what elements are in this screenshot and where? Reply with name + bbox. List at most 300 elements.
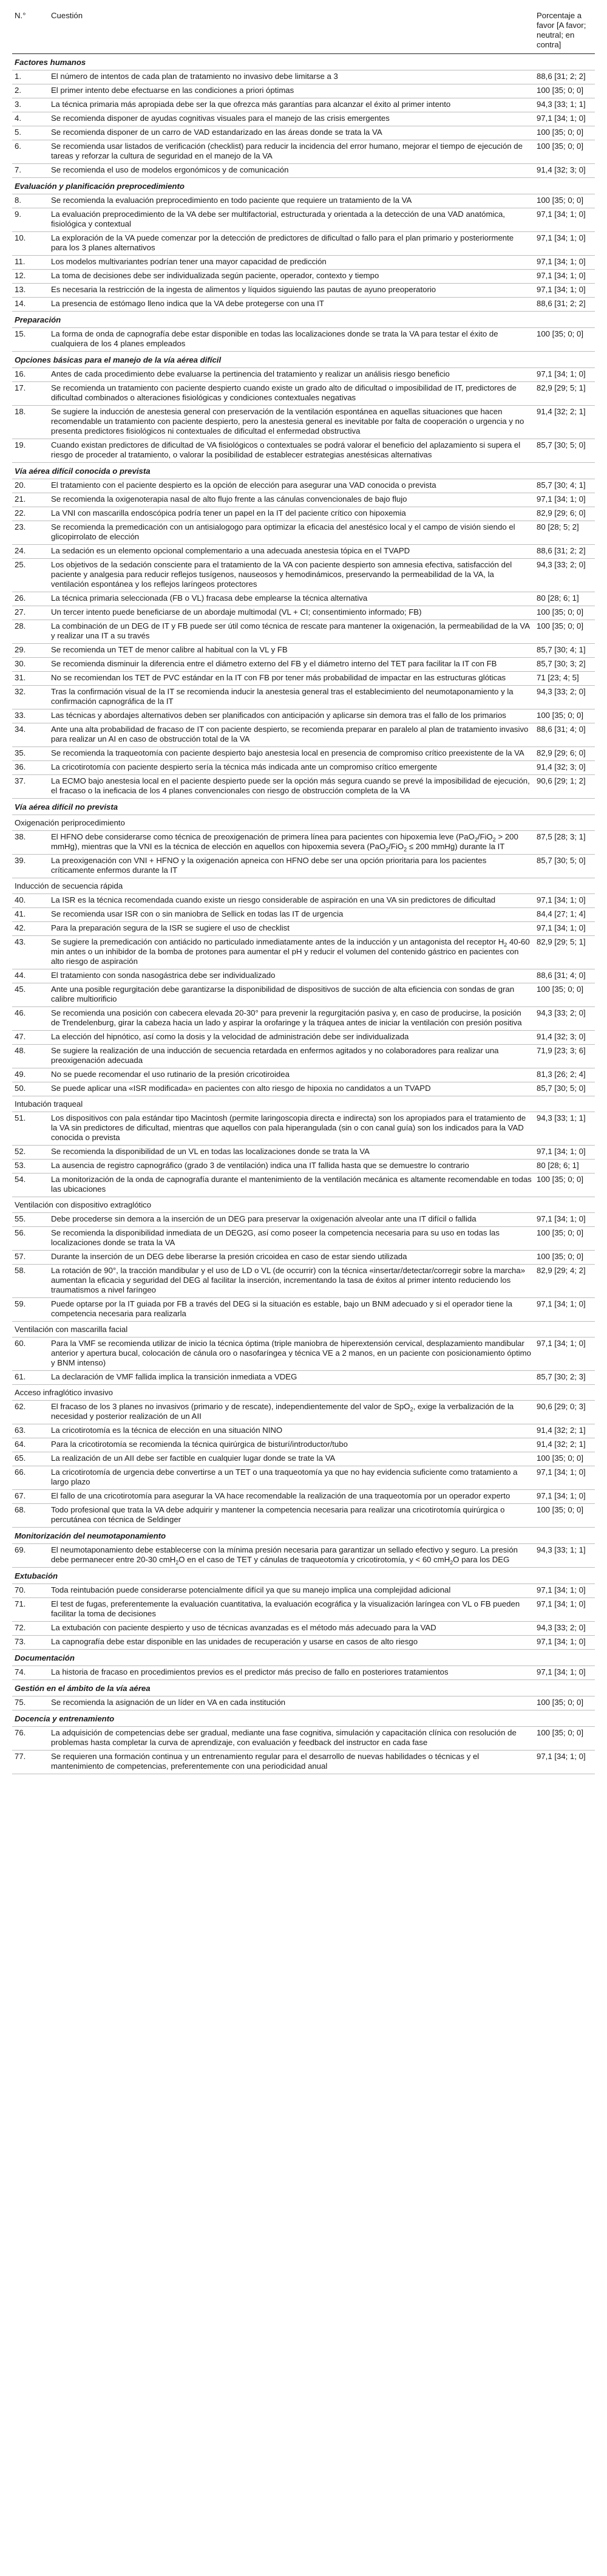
section-heading-row (12, 1680, 595, 1696)
item-percent: 85,7 [30; 5; 0] (534, 439, 595, 463)
item-number: 45. (12, 983, 49, 1007)
item-question: Se puede aplicar una «ISR modificada» en pacientes con alto riesgo de hipoxia no candidatos a un TVAPD (49, 1082, 534, 1096)
subsection-heading-row (12, 1096, 595, 1112)
item-number: 18. (12, 406, 49, 439)
item-number: 70. (12, 1584, 49, 1598)
item-question: El primer intento debe efectuarse en las condiciones a priori óptimas (49, 84, 534, 98)
table-row (12, 284, 595, 298)
table-row (12, 1504, 595, 1528)
subsection-heading: Ventilación con mascarilla facial (12, 1322, 595, 1338)
item-number: 23. (12, 521, 49, 545)
item-number: 68. (12, 1504, 49, 1528)
item-number: 46. (12, 1007, 49, 1031)
table-row (12, 545, 595, 559)
item-percent: 100 [35; 0; 0] (534, 1227, 595, 1251)
item-question: Se sugiere la premedicación con antiácido no particulado inmediatamente antes de la inducción y un antagonista del receptor $H_2$ 40-60 min antes o un inhibidor de la bomba de protones para aumentar el pH y reducir el volumen del contenido gástrico en pacientes con alto riesgo de aspiración (49, 936, 534, 969)
item-question: Se recomienda la asignación de un líder en VA en cada institución (49, 1696, 534, 1710)
item-number: 10. (12, 232, 49, 256)
table-row (12, 559, 595, 592)
item-question: La forma de onda de capnografía debe estar disponible en todas las localizaciones donde se trata la VA para testar el éxito de cualquiera de los 4 planes empleados (49, 328, 534, 352)
table-row (12, 140, 595, 164)
item-percent: 94,3 [33; 2; 0] (534, 559, 595, 592)
table-row (12, 658, 595, 672)
item-percent: 100 [35; 0; 0] (534, 709, 595, 723)
table-row (12, 1213, 595, 1227)
table-row (12, 194, 595, 208)
item-percent: 80 [28; 5; 2] (534, 521, 595, 545)
item-question: Los dispositivos con pala estándar tipo Macintosh (permite laringoscopia directa e indirecta) son los apropiados para el tratamiento de la VA sin predictores de dificultad, mientras que aquellos con pala hiperangulada (sin o con canal guía) son los indicados para la VAD conocida o prevista (49, 1112, 534, 1146)
item-question: Todo profesional que trata la VA debe adquirir y mantener la competencia necesaria para realizar una cricotirotomía quirúrgica o percutánea con técnica de Seldinger (49, 1504, 534, 1528)
item-question: Se sugiere la realización de una inducción de secuencia retardada en enfermos agitados y no colaboradores para realizar una preoxigenación adecuada (49, 1045, 534, 1068)
table-row (12, 894, 595, 908)
item-question: Ante una alta probabilidad de fracaso de IT con paciente despierto, se recomienda preparar en paralelo al plan de tratamiento invasivo para realizar un AI en caso de obstrucción total de la VA (49, 723, 534, 747)
item-question: Se recomienda un TET de menor calibre al habitual con la VL y FB (49, 644, 534, 658)
item-number: 41. (12, 908, 49, 922)
item-number: 5. (12, 126, 49, 140)
item-percent: 97,1 [34; 1; 0] (534, 1584, 595, 1598)
item-number: 77. (12, 1751, 49, 1774)
item-number: 57. (12, 1251, 49, 1265)
item-percent: 97,1 [34; 1; 0] (534, 922, 595, 936)
item-question: Cuando existan predictores de dificultad de VA fisiológicos o contextuales se podrá valorar el beneficio del aplazamiento si supera el riesgo de proceder al tratamiento, o valorar la posibilidad de establecer estrategias anestésicas alternativas (49, 439, 534, 463)
table-row (12, 747, 595, 761)
header-percent: Porcentaje a favor [A favor; neutral; en contra] (534, 9, 595, 54)
section-heading-row (12, 799, 595, 815)
item-percent: 94,3 [33; 2; 0] (534, 1622, 595, 1636)
item-number: 15. (12, 328, 49, 352)
item-number: 74. (12, 1666, 49, 1680)
table-row (12, 620, 595, 644)
item-number: 44. (12, 969, 49, 983)
item-percent: 97,1 [34; 1; 0] (534, 1146, 595, 1160)
table-row (12, 831, 595, 855)
item-number: 7. (12, 164, 49, 178)
subsection-heading-row (12, 815, 595, 831)
table-row (12, 208, 595, 232)
item-number: 22. (12, 507, 49, 521)
item-number: 63. (12, 1424, 49, 1438)
table-row (12, 1466, 595, 1490)
subsection-heading: Oxigenación periprocedimiento (12, 815, 595, 831)
item-question: La presencia de estómago lleno indica que la VA debe protegerse con una IT (49, 298, 534, 312)
item-percent: 100 [35; 0; 0] (534, 1452, 595, 1466)
item-percent: 100 [35; 0; 0] (534, 1504, 595, 1528)
item-number: 52. (12, 1146, 49, 1160)
item-question: La combinación de un DEG de IT y FB puede ser útil como técnica de rescate para mantener la oxigenación, la permeabilidad de la VA y realizar una IT a su través (49, 620, 534, 644)
table-row (12, 922, 595, 936)
item-number: 21. (12, 493, 49, 507)
item-percent: 100 [35; 0; 0] (534, 1727, 595, 1751)
section-heading-row (12, 463, 595, 479)
table-row (12, 983, 595, 1007)
item-question: El HFNO debe considerarse como técnica de preoxigenación de primera línea para pacientes con hipoxemia leve (PaO$_2$/FiO$_2$ > 200 mmHg), mientras que la VNI es la técnica de elección en aquellos con hipoxemia severa (PaO$_2$/FiO$_2$ ≤ 200 mmHg) durante la IT (49, 831, 534, 855)
item-number: 12. (12, 270, 49, 284)
item-number: 4. (12, 112, 49, 126)
table-row (12, 672, 595, 686)
item-number: 65. (12, 1452, 49, 1466)
table-row (12, 368, 595, 382)
item-percent: 100 [35; 0; 0] (534, 328, 595, 352)
table-row (12, 761, 595, 775)
table-row (12, 1666, 595, 1680)
item-percent: 97,1 [34; 1; 0] (534, 1466, 595, 1490)
table-row (12, 439, 595, 463)
item-percent: 100 [35; 0; 0] (534, 194, 595, 208)
header-number: N.° (12, 9, 49, 54)
item-question: Para la VMF se recomienda utilizar de inicio la técnica óptima (triple maniobra de hiperextensión cervical, desplazamiento mandibular anterior y apertura bucal, colocación de cánula oro o nasofaríngea y técnica VE a 2 manos, en un paciente con posicionamiento óptimo y BNM intenso) (49, 1338, 534, 1371)
item-percent: 91,4 [32; 3; 0] (534, 761, 595, 775)
item-question: Un tercer intento puede beneficiarse de un abordaje multimodal (VL + CI; consentimiento informado; FB) (49, 606, 534, 620)
item-percent: 97,1 [34; 1; 0] (534, 112, 595, 126)
item-question: Se requieren una formación continua y un entrenamiento regular para el desarrollo de nuevas habilidades o técnicas y el mantenimiento de competencias, preferentemente con una periodicidad anual (49, 1751, 534, 1774)
section-heading-row (12, 312, 595, 328)
item-number: 24. (12, 545, 49, 559)
item-question: Se recomienda la disponibilidad inmediata de un DEG2G, así como poseer la competencia necesaria para su uso en todas las localizaciones donde se trata la VA (49, 1227, 534, 1251)
item-number: 61. (12, 1371, 49, 1385)
subsection-heading: Intubación traqueal (12, 1096, 595, 1112)
item-number: 49. (12, 1068, 49, 1082)
item-number: 51. (12, 1112, 49, 1146)
table-row (12, 686, 595, 709)
section-heading-row (12, 178, 595, 194)
item-number: 9. (12, 208, 49, 232)
item-percent: 85,7 [30; 5; 0] (534, 1082, 595, 1096)
subsection-heading-row (12, 1197, 595, 1213)
table-row (12, 98, 595, 112)
table-row (12, 1265, 595, 1298)
item-percent: 82,9 [29; 5; 1] (534, 936, 595, 969)
item-number: 56. (12, 1227, 49, 1251)
section-heading: Gestión en el ámbito de la vía aérea (12, 1680, 595, 1696)
item-number: 39. (12, 855, 49, 878)
table-row (12, 606, 595, 620)
table-row (12, 775, 595, 799)
item-number: 72. (12, 1622, 49, 1636)
table-row (12, 1438, 595, 1452)
section-heading: Factores humanos (12, 54, 595, 70)
item-question: El fracaso de los 3 planes no invasivos (primario y de rescate), independientemente del valor de SpO$_2$, exige la verbalización de la necesidad y posterior realización de un AII (49, 1401, 534, 1424)
item-question: El fallo de una cricotirotomía para asegurar la VA hace recomendable la realización de una traqueotomía por un operador experto (49, 1490, 534, 1504)
item-question: Se recomienda una posición con cabecera elevada 20-30° para prevenir la regurgitación pasiva y, en caso de producirse, la posición de Trendelenburg, girar la cabeza hacia un lado y aspirar la orofaringe y la tráquea antes de iniciar la ventilación con presión positiva (49, 1007, 534, 1031)
consensus-table-page (0, 9, 607, 2576)
subsection-heading-row (12, 878, 595, 894)
item-percent: 85,7 [30; 3; 2] (534, 658, 595, 672)
table-row (12, 1112, 595, 1146)
item-percent: 94,3 [33; 1; 1] (534, 98, 595, 112)
item-number: 26. (12, 592, 49, 606)
item-percent: 91,4 [32; 2; 1] (534, 406, 595, 439)
item-question: La evaluación preprocedimiento de la VA debe ser multifactorial, estructurada y orientada a la detección de una VAD anatómica, fisiológica y contextual (49, 208, 534, 232)
item-percent: 91,4 [32; 3; 0] (534, 164, 595, 178)
table-row (12, 908, 595, 922)
section-heading-row (12, 1568, 595, 1584)
table-row (12, 328, 595, 352)
table-row (12, 1146, 595, 1160)
table-row (12, 1727, 595, 1751)
item-percent: 88,6 [31; 2; 2] (534, 70, 595, 84)
item-percent: 82,9 [29; 4; 2] (534, 1265, 595, 1298)
table-row (12, 1007, 595, 1031)
item-percent: 100 [35; 0; 0] (534, 126, 595, 140)
item-question: Se recomienda la traqueotomía con paciente despierto bajo anestesia local en presencia de compromiso crítico preexistente de la VA (49, 747, 534, 761)
item-question: La técnica primaria más apropiada debe ser la que ofrezca más garantías para alcanzar el éxito al primer intento (49, 98, 534, 112)
item-number: 29. (12, 644, 49, 658)
table-row (12, 709, 595, 723)
section-heading: Vía aérea difícil conocida o prevista (12, 463, 595, 479)
item-question: Se recomienda la premedicación con un antisialogogo para optimizar la eficacia del anestésico local y el campo de visión siendo el glicopirrolato de elección (49, 521, 534, 545)
item-number: 69. (12, 1544, 49, 1568)
item-question: Se recomienda la disponibilidad de un VL en todas las localizaciones donde se trata la VA (49, 1146, 534, 1160)
item-question: La adquisición de competencias debe ser gradual, mediante una fase cognitiva, simulación y capacitación clínica con resolución de problemas hasta completar la curva de aprendizaje, con evaluación y feedback del instructor en cada fase (49, 1727, 534, 1751)
item-percent: 97,1 [34; 1; 0] (534, 1338, 595, 1371)
table-row (12, 126, 595, 140)
table-row (12, 70, 595, 84)
item-question: La ausencia de registro capnográfico (grado 3 de ventilación) indica una IT fallida hasta que se demuestre lo contrario (49, 1160, 534, 1174)
item-question: La ECMO bajo anestesia local en el paciente despierto puede ser la opción más segura cuando se prevé la imposibilidad de ejecución, el fracaso o la ineficacia de los 4 planes convencionales con riesgo de obstrucción completa de la VA (49, 775, 534, 799)
item-number: 76. (12, 1727, 49, 1751)
table-row (12, 1251, 595, 1265)
table-row (12, 1751, 595, 1774)
item-percent: 85,7 [30; 4; 1] (534, 479, 595, 493)
item-percent: 88,6 [31; 4; 0] (534, 723, 595, 747)
item-question: Tras la confirmación visual de la IT se recomienda inducir la anestesia general tras el establecimiento del neumotaponamiento y la confirmación capnográfica de la IT (49, 686, 534, 709)
item-question: La exploración de la VA puede comenzar por la detección de predictores de dificultad o fallo para el plan primario y posteriormente para los 3 planes alternativos (49, 232, 534, 256)
item-question: Se sugiere la inducción de anestesia general con preservación de la ventilación espontánea en aquellas situaciones que hacen recomendable un tratamiento con paciente despierto, pero la anestesia general es inevitable por falta de cooperación o urgencia y no presenta predictores fisiológicos ni contextuales de dificultad el enfermedad obstructiva (49, 406, 534, 439)
item-question: La historia de fracaso en procedimientos previos es el predictor más preciso de fallo en posteriores tratamientos (49, 1666, 534, 1680)
item-percent: 94,3 [33; 1; 1] (534, 1544, 595, 1568)
item-question: La cricotirotomía de urgencia debe convertirse a un TET o una traqueotomía ya que no hay evidencia suficiente como tratamiento a largo plazo (49, 1466, 534, 1490)
item-number: 54. (12, 1174, 49, 1197)
table-row (12, 1584, 595, 1598)
item-percent: 100 [35; 0; 0] (534, 1174, 595, 1197)
item-percent: 97,1 [34; 1; 0] (534, 256, 595, 270)
item-number: 73. (12, 1636, 49, 1650)
item-percent: 82,9 [29; 6; 0] (534, 747, 595, 761)
item-percent: 88,6 [31; 2; 2] (534, 298, 595, 312)
item-question: Se recomienda la oxigenoterapia nasal de alto flujo frente a las cánulas convencionales de bajo flujo (49, 493, 534, 507)
table-row (12, 256, 595, 270)
item-percent: 97,1 [34; 1; 0] (534, 1636, 595, 1650)
item-number: 48. (12, 1045, 49, 1068)
item-number: 37. (12, 775, 49, 799)
item-question: La cricotirotomía es la técnica de elección en una situación NINO (49, 1424, 534, 1438)
item-number: 16. (12, 368, 49, 382)
item-percent: 91,4 [32; 2; 1] (534, 1424, 595, 1438)
subsection-heading-row (12, 1385, 595, 1401)
item-percent: 88,6 [31; 4; 0] (534, 969, 595, 983)
item-number: 27. (12, 606, 49, 620)
table-row (12, 969, 595, 983)
table-row (12, 1227, 595, 1251)
item-percent: 97,1 [34; 1; 0] (534, 232, 595, 256)
item-percent: 97,1 [34; 1; 0] (534, 493, 595, 507)
item-question: El número de intentos de cada plan de tratamiento no invasivo debe limitarse a 3 (49, 70, 534, 84)
item-percent: 88,6 [31; 2; 2] (534, 545, 595, 559)
section-heading: Opciones básicas para el manejo de la vía aérea difícil (12, 352, 595, 368)
table-row (12, 1045, 595, 1068)
item-number: 19. (12, 439, 49, 463)
item-number: 2. (12, 84, 49, 98)
item-question: La ISR es la técnica recomendada cuando existe un riesgo considerable de aspiración en una VA sin predictores de dificultad (49, 894, 534, 908)
item-number: 8. (12, 194, 49, 208)
item-question: Se recomienda la evaluación preprocedimiento en todo paciente que requiere un tratamiento de la VA (49, 194, 534, 208)
section-heading: Evaluación y planificación preprocedimiento (12, 178, 595, 194)
item-percent: 97,1 [34; 1; 0] (534, 1598, 595, 1622)
item-percent: 100 [35; 0; 0] (534, 1251, 595, 1265)
item-number: 13. (12, 284, 49, 298)
table-row (12, 1401, 595, 1424)
item-number: 25. (12, 559, 49, 592)
section-heading-row (12, 54, 595, 70)
item-question: Antes de cada procedimiento debe evaluarse la pertinencia del tratamiento y realizar un análisis riesgo beneficio (49, 368, 534, 382)
item-question: La monitorización de la onda de capnografía durante el mantenimiento de la ventilación mecánica es altamente recomendable en todas las ubicaciones (49, 1174, 534, 1197)
subsection-heading: Acceso infraglótico invasivo (12, 1385, 595, 1401)
item-number: 62. (12, 1401, 49, 1424)
section-heading: Docencia y entrenamiento (12, 1710, 595, 1727)
item-percent: 100 [35; 0; 0] (534, 140, 595, 164)
item-question: La cricotirotomía con paciente despierto sería la técnica más indicada ante un compromiso crítico emergente (49, 761, 534, 775)
table-row (12, 1598, 595, 1622)
section-heading-row (12, 1710, 595, 1727)
item-number: 1. (12, 70, 49, 84)
item-number: 38. (12, 831, 49, 855)
item-percent: 97,1 [34; 1; 0] (534, 1213, 595, 1227)
item-question: Es necesaria la restricción de la ingesta de alimentos y líquidos siguiendo las pautas de ayuno preoperatorio (49, 284, 534, 298)
item-percent: 90,6 [29; 0; 3] (534, 1401, 595, 1424)
item-number: 20. (12, 479, 49, 493)
item-question: Los modelos multivariantes podrían tener una mayor capacidad de predicción (49, 256, 534, 270)
item-question: No se recomiendan los TET de PVC estándar en la IT con FB por tener más probabilidad de impactar en las estructuras glóticas (49, 672, 534, 686)
item-percent: 97,1 [34; 1; 0] (534, 208, 595, 232)
item-percent: 94,3 [33; 2; 0] (534, 1007, 595, 1031)
item-question: La técnica primaria seleccionada (FB o VL) fracasa debe emplearse la técnica alternativa (49, 592, 534, 606)
section-heading: Vía aérea difícil no prevista (12, 799, 595, 815)
table-row (12, 112, 595, 126)
item-percent: 84,4 [27; 1; 4] (534, 908, 595, 922)
item-number: 14. (12, 298, 49, 312)
item-percent: 94,3 [33; 2; 0] (534, 686, 595, 709)
item-percent: 97,1 [34; 1; 0] (534, 368, 595, 382)
item-question: El tratamiento con sonda nasogástrica debe ser individualizado (49, 969, 534, 983)
item-percent: 80 [28; 6; 1] (534, 1160, 595, 1174)
item-percent: 71 [23; 4; 5] (534, 672, 595, 686)
item-number: 59. (12, 1298, 49, 1322)
item-percent: 97,1 [34; 1; 0] (534, 1490, 595, 1504)
item-percent: 82,9 [29; 5; 1] (534, 382, 595, 406)
item-number: 3. (12, 98, 49, 112)
item-percent: 94,3 [33; 1; 1] (534, 1112, 595, 1146)
table-row (12, 493, 595, 507)
table-row (12, 1424, 595, 1438)
subsection-heading-row (12, 1322, 595, 1338)
table-row (12, 406, 595, 439)
item-percent: 90,6 [29; 1; 2] (534, 775, 595, 799)
item-number: 36. (12, 761, 49, 775)
table-row (12, 507, 595, 521)
table-row (12, 1160, 595, 1174)
item-percent: 80 [28; 6; 1] (534, 592, 595, 606)
table-row (12, 232, 595, 256)
item-question: Se recomienda usar listados de verificación (checklist) para reducir la incidencia del error humano, mejorar el tiempo de ejecución de tareas y reforzar la cultura de seguridad en el manejo de la VA (49, 140, 534, 164)
table-row (12, 298, 595, 312)
section-heading-row (12, 1528, 595, 1544)
table-header-row (12, 9, 595, 54)
table-row (12, 270, 595, 284)
item-percent: 100 [35; 0; 0] (534, 84, 595, 98)
item-question: Debe procederse sin demora a la inserción de un DEG para preservar la oxigenación alveolar ante una IT difícil o fallida (49, 1213, 534, 1227)
item-percent: 85,7 [30; 4; 1] (534, 644, 595, 658)
consensus-table (12, 9, 595, 1774)
item-question: Se recomienda disponer de ayudas cognitivas visuales para el manejo de las crisis emergentes (49, 112, 534, 126)
item-percent: 97,1 [34; 1; 0] (534, 270, 595, 284)
item-question: Para la preparación segura de la ISR se sugiere el uso de checklist (49, 922, 534, 936)
item-question: Se recomienda disminuir la diferencia entre el diámetro externo del FB y el diámetro interno del TET para facilitar la IT con FB (49, 658, 534, 672)
item-number: 75. (12, 1696, 49, 1710)
item-percent: 85,7 [30; 2; 3] (534, 1371, 595, 1385)
item-number: 71. (12, 1598, 49, 1622)
table-row (12, 592, 595, 606)
item-number: 17. (12, 382, 49, 406)
table-row (12, 1622, 595, 1636)
item-question: La VNI con mascarilla endoscópica podría tener un papel en la IT del paciente crítico con hipoxemia (49, 507, 534, 521)
item-number: 55. (12, 1213, 49, 1227)
item-percent: 82,9 [29; 6; 0] (534, 507, 595, 521)
table-row (12, 1490, 595, 1504)
item-percent: 97,1 [34; 1; 0] (534, 1751, 595, 1774)
item-number: 35. (12, 747, 49, 761)
table-row (12, 164, 595, 178)
table-row (12, 1544, 595, 1568)
item-question: La preoxigenación con VNI + HFNO y la oxigenación apneica con HFNO debe ser una opción prioritaria para los pacientes críticamente enfermos durante la IT (49, 855, 534, 878)
item-question: La capnografía debe estar disponible en las unidades de recuperación y usarse en casos de alto riesgo (49, 1636, 534, 1650)
table-row (12, 644, 595, 658)
section-heading-row (12, 1650, 595, 1666)
item-number: 42. (12, 922, 49, 936)
table-row (12, 1452, 595, 1466)
item-percent: 87,5 [28; 3; 1] (534, 831, 595, 855)
item-number: 43. (12, 936, 49, 969)
item-number: 47. (12, 1031, 49, 1045)
item-question: La realización de un AII debe ser factible en cualquier lugar donde se trate la VA (49, 1452, 534, 1466)
item-number: 50. (12, 1082, 49, 1096)
table-row (12, 1636, 595, 1650)
item-number: 11. (12, 256, 49, 270)
section-heading: Monitorización del neumotaponamiento (12, 1528, 595, 1544)
item-percent: 100 [35; 0; 0] (534, 983, 595, 1007)
item-question: No se puede recomendar el uso rutinario de la presión cricotiroidea (49, 1068, 534, 1082)
item-question: La sedación es un elemento opcional complementario a una adecuada anestesia tópica en el TVAPD (49, 545, 534, 559)
item-question: Durante la inserción de un DEG debe liberarse la presión cricoidea en caso de estar siendo utilizada (49, 1251, 534, 1265)
table-row (12, 382, 595, 406)
table-row (12, 1174, 595, 1197)
item-percent: 97,1 [34; 1; 0] (534, 284, 595, 298)
table-row (12, 1068, 595, 1082)
item-question: Se recomienda un tratamiento con paciente despierto cuando existe un grado alto de dificultad o imposibilidad de IT, predictores de dificultad combinados o alteraciones fisiológicas y condiciones contextuales negativas (49, 382, 534, 406)
item-question: La toma de decisiones debe ser individualizada según paciente, operador, contexto y tiempo (49, 270, 534, 284)
item-number: 64. (12, 1438, 49, 1452)
table-row (12, 1031, 595, 1045)
item-percent: 100 [35; 0; 0] (534, 620, 595, 644)
table-row (12, 1082, 595, 1096)
item-number: 6. (12, 140, 49, 164)
item-percent: 100 [35; 0; 0] (534, 1696, 595, 1710)
item-question: Los objetivos de la sedación consciente para el tratamiento de la VA con paciente despierto son amnesia efectiva, satisfacción del paciente y analgesia para reducir reflejos tusígenos, nauseosos y hemodinámicos, preservando la permeabilidad de la VA, la ventilación espontánea y los reflejos laríngeos protectores (49, 559, 534, 592)
item-question: El test de fugas, preferentemente la evaluación cuantitativa, la evaluación ecográfica y la visualización laríngea con VL o FB pueden facilitar la toma de decisiones (49, 1598, 534, 1622)
table-row (12, 1298, 595, 1322)
table-row (12, 723, 595, 747)
item-number: 31. (12, 672, 49, 686)
item-percent: 85,7 [30; 5; 0] (534, 855, 595, 878)
